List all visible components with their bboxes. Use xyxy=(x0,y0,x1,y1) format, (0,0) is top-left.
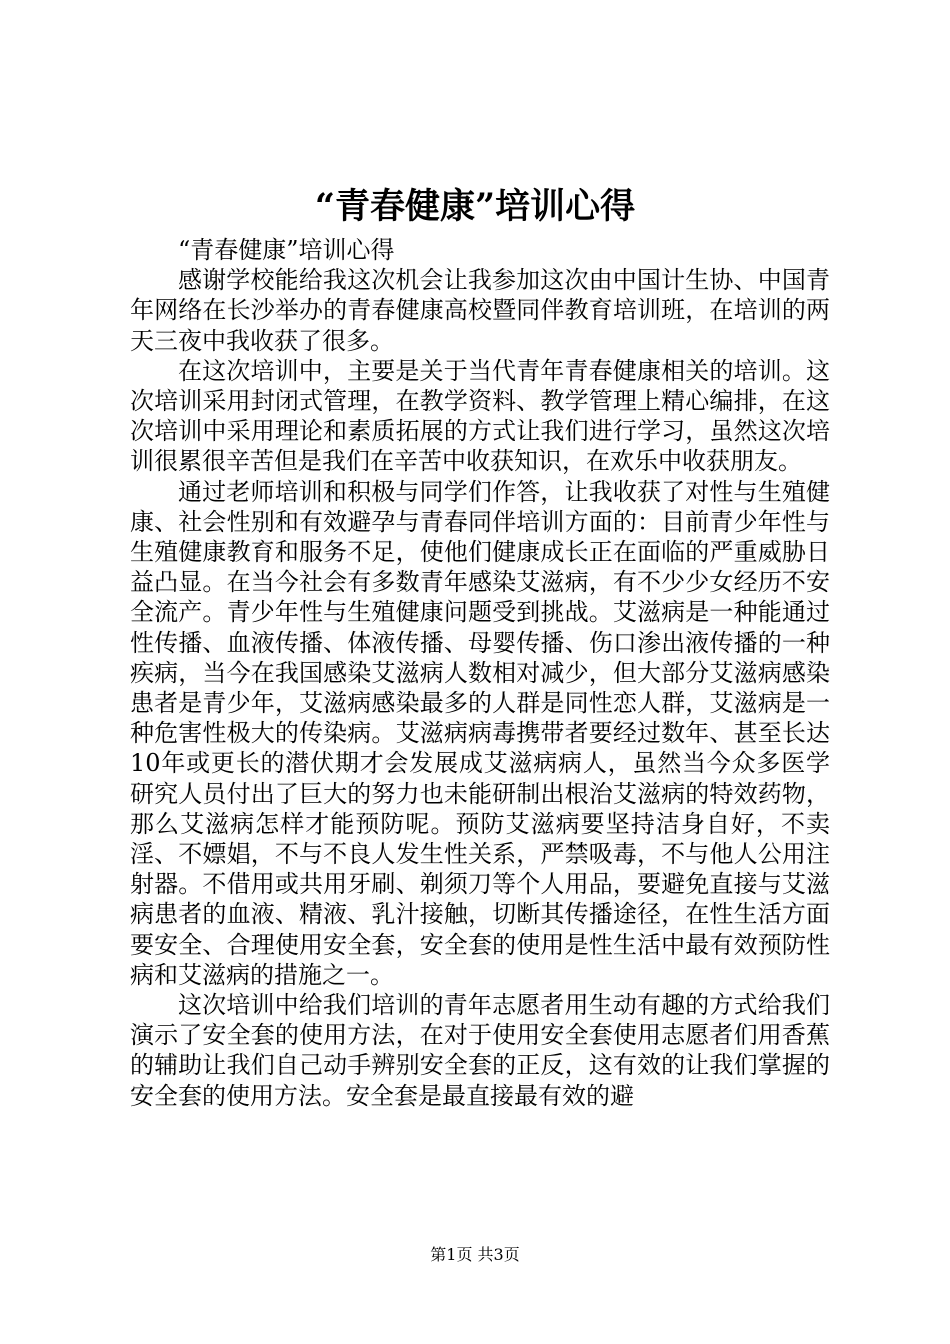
document-body xyxy=(130,235,830,1111)
page-number-indicator: 第1页 共3页 xyxy=(430,1245,520,1264)
paragraph-4: 这次培训中给我们培训的青年志愿者用生动有趣的方式给我们演示了安全套的使用方法，在对于使用安全套使用志愿者们用香蕉的辅助让我们自己动手辨别安全套的正反，这有效的让我们掌握的安全套的使用方法。安全套是最直接最有效的避 xyxy=(130,991,830,1110)
paragraph-subtitle: “青春健康”培训心得 xyxy=(178,236,395,264)
paragraph-2: 在这次培训中，主要是关于当代青年青春健康相关的培训。这次培训采用封闭式管理，在教学资料、教学管理上精心编排，在这次培训中采用理论和素质拓展的方式让我们进行学习，虽然这次培训很累很辛苦但是我们在辛苦中收获知识，在欢乐中收获朋友。 xyxy=(130,356,830,476)
page-footer xyxy=(0,1244,950,1266)
paragraph-3: 通过老师培训和积极与同学们作答，让我收获了对性与生殖健康、社会性别和有效避孕与青春同伴培训方面的：目前青少年性与生殖健康教育和服务不足，使他们健康成长正在面临的严重威胁日益凸显。在当今社会有多数青年感染艾滋病，有不少少女经历不安全流产。青少年性与生殖健康问题受到挑战。艾滋病是一种能通过性传播、血液传播、体液传播、母婴传播、伤口渗出液传播的一种疾病，当今在我国感染艾滋病人数相对减少，但大部分艾滋病感染患者是青少年，艾滋病感染最多的人群是同性恋人群，艾滋病是一种危害性极大的传染病。艾滋病病毒携带者要经过数年、甚至长达10年或更长的潜伏期才会发展成艾滋病病人，虽然当今众多医学研究人员付出了巨大的努力也未能研制出根治艾滋病的特效药物，那么艾滋病怎样才能预防呢。预防艾滋病要坚持洁身自好，不卖淫、不嫖娼，不与不良人发生性关系，严禁吸毒，不与他人公用注射器。不借用或共用牙刷、剃须刀等个人用品，要避免直接与艾滋病患者的血液、精液、乳汁接触，切断其传播途径，在性生活方面要安全、合理使用安全套，安全套的使用是性生活中最有效预防性病和艾滋病的措施之一。 xyxy=(130,477,830,989)
document-title: “青春健康”培训心得 xyxy=(314,186,636,227)
paragraph-1: 感谢学校能给我这次机会让我参加这次由中国计生协、中国青年网络在长沙举办的青春健康高校暨同伴教育培训班，在培训的两天三夜中我收获了很多。 xyxy=(130,266,830,355)
